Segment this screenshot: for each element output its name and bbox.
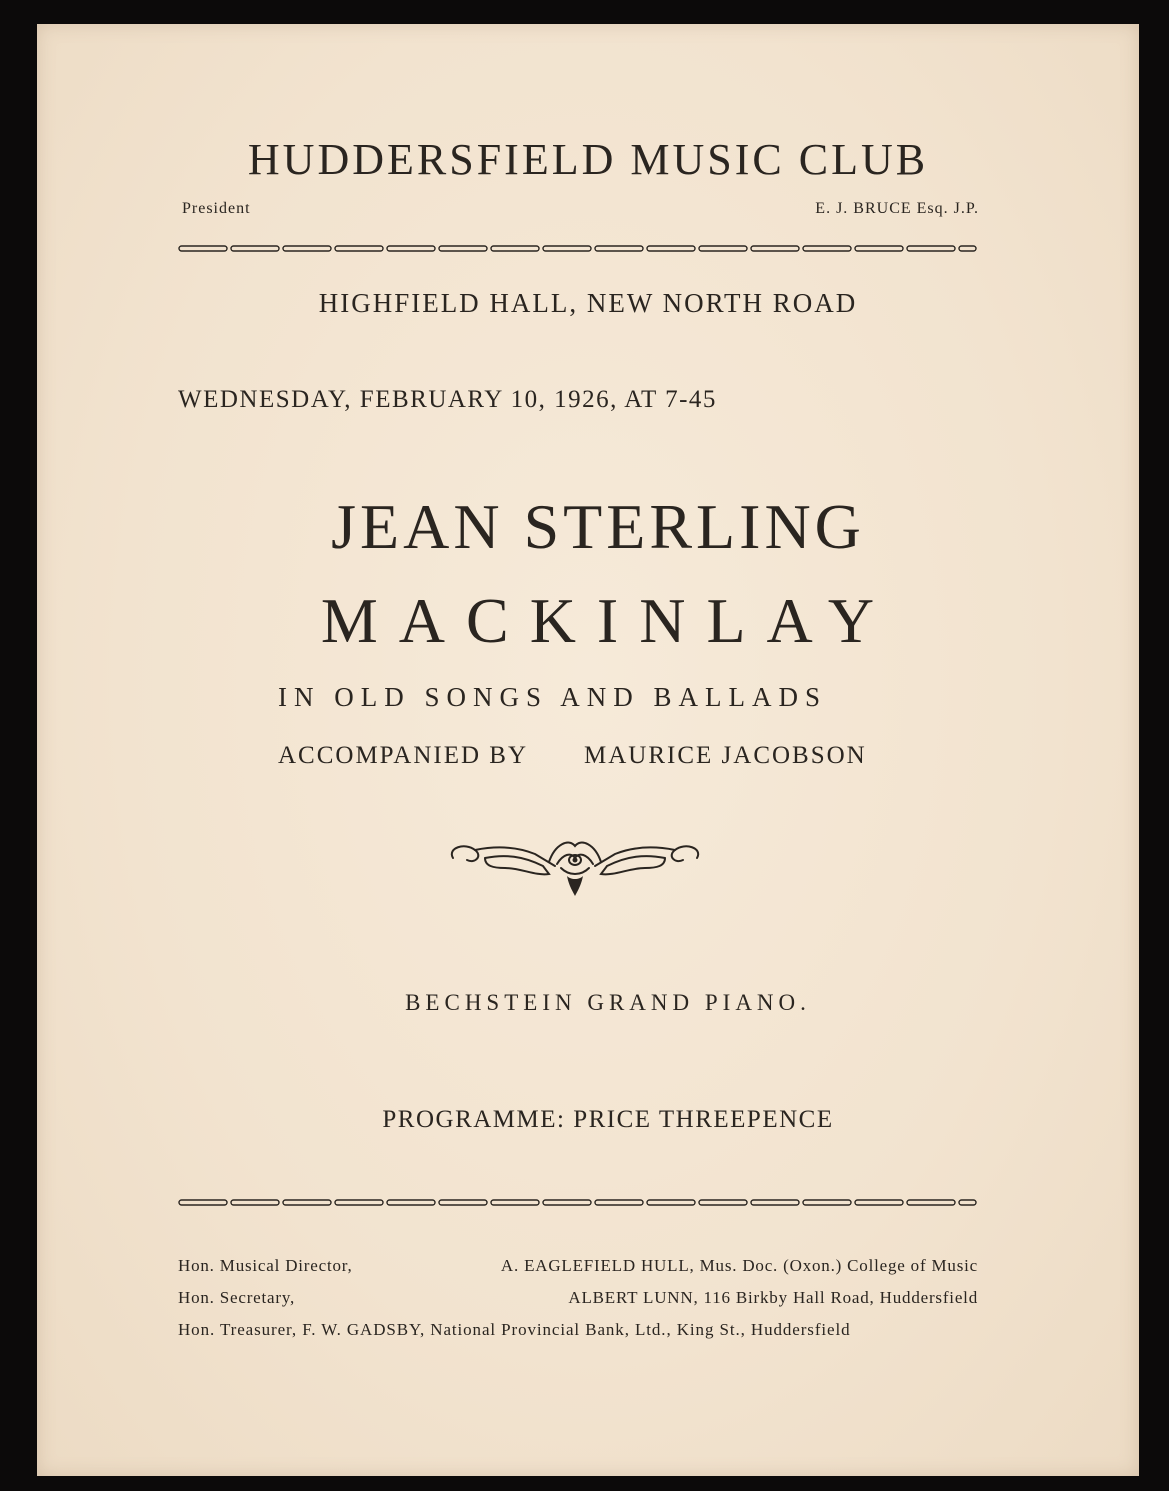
accompanist-name: MAURICE JACOBSON <box>584 742 867 769</box>
treasurer-line: Hon. Treasurer, F. W. GADSBY, National Provincial Bank, Ltd., King St., Huddersfield <box>178 1320 851 1339</box>
secretary-label: Hon. Secretary, <box>178 1288 296 1307</box>
bottom-divider-rule <box>178 1198 978 1208</box>
event-date: WEDNESDAY, FEBRUARY 10, 1926, AT 7-45 <box>178 386 717 413</box>
programme-subtitle: IN OLD SONGS AND BALLADS <box>278 682 828 712</box>
programme-page <box>37 24 1139 1476</box>
piano-notice: BECHSTEIN GRAND PIANO. <box>405 990 811 1015</box>
scroll-ornament-icon <box>445 832 705 902</box>
president-name: E. J. BRUCE Esq. J.P. <box>815 200 979 217</box>
artist-first-name: JEAN STERLING <box>331 491 865 562</box>
director-detail: A. EAGLEFIELD HULL, Mus. Doc. (Oxon.) College of Music <box>500 1256 978 1275</box>
president-label: President <box>182 200 251 217</box>
artist-last-name: MACKINLAY <box>320 585 896 656</box>
accompanied-label: ACCOMPANIED BY <box>278 742 529 769</box>
director-label: Hon. Musical Director, <box>178 1256 353 1275</box>
club-title: HUDDERSFIELD MUSIC CLUB <box>247 135 929 184</box>
secretary-detail: ALBERT LUNN, 116 Birkby Hall Road, Huddersfield <box>568 1288 978 1307</box>
venue: HIGHFIELD HALL, NEW NORTH ROAD <box>318 288 858 318</box>
top-divider-rule <box>178 244 978 254</box>
programme-price: PROGRAMME: PRICE THREEPENCE <box>382 1106 834 1133</box>
